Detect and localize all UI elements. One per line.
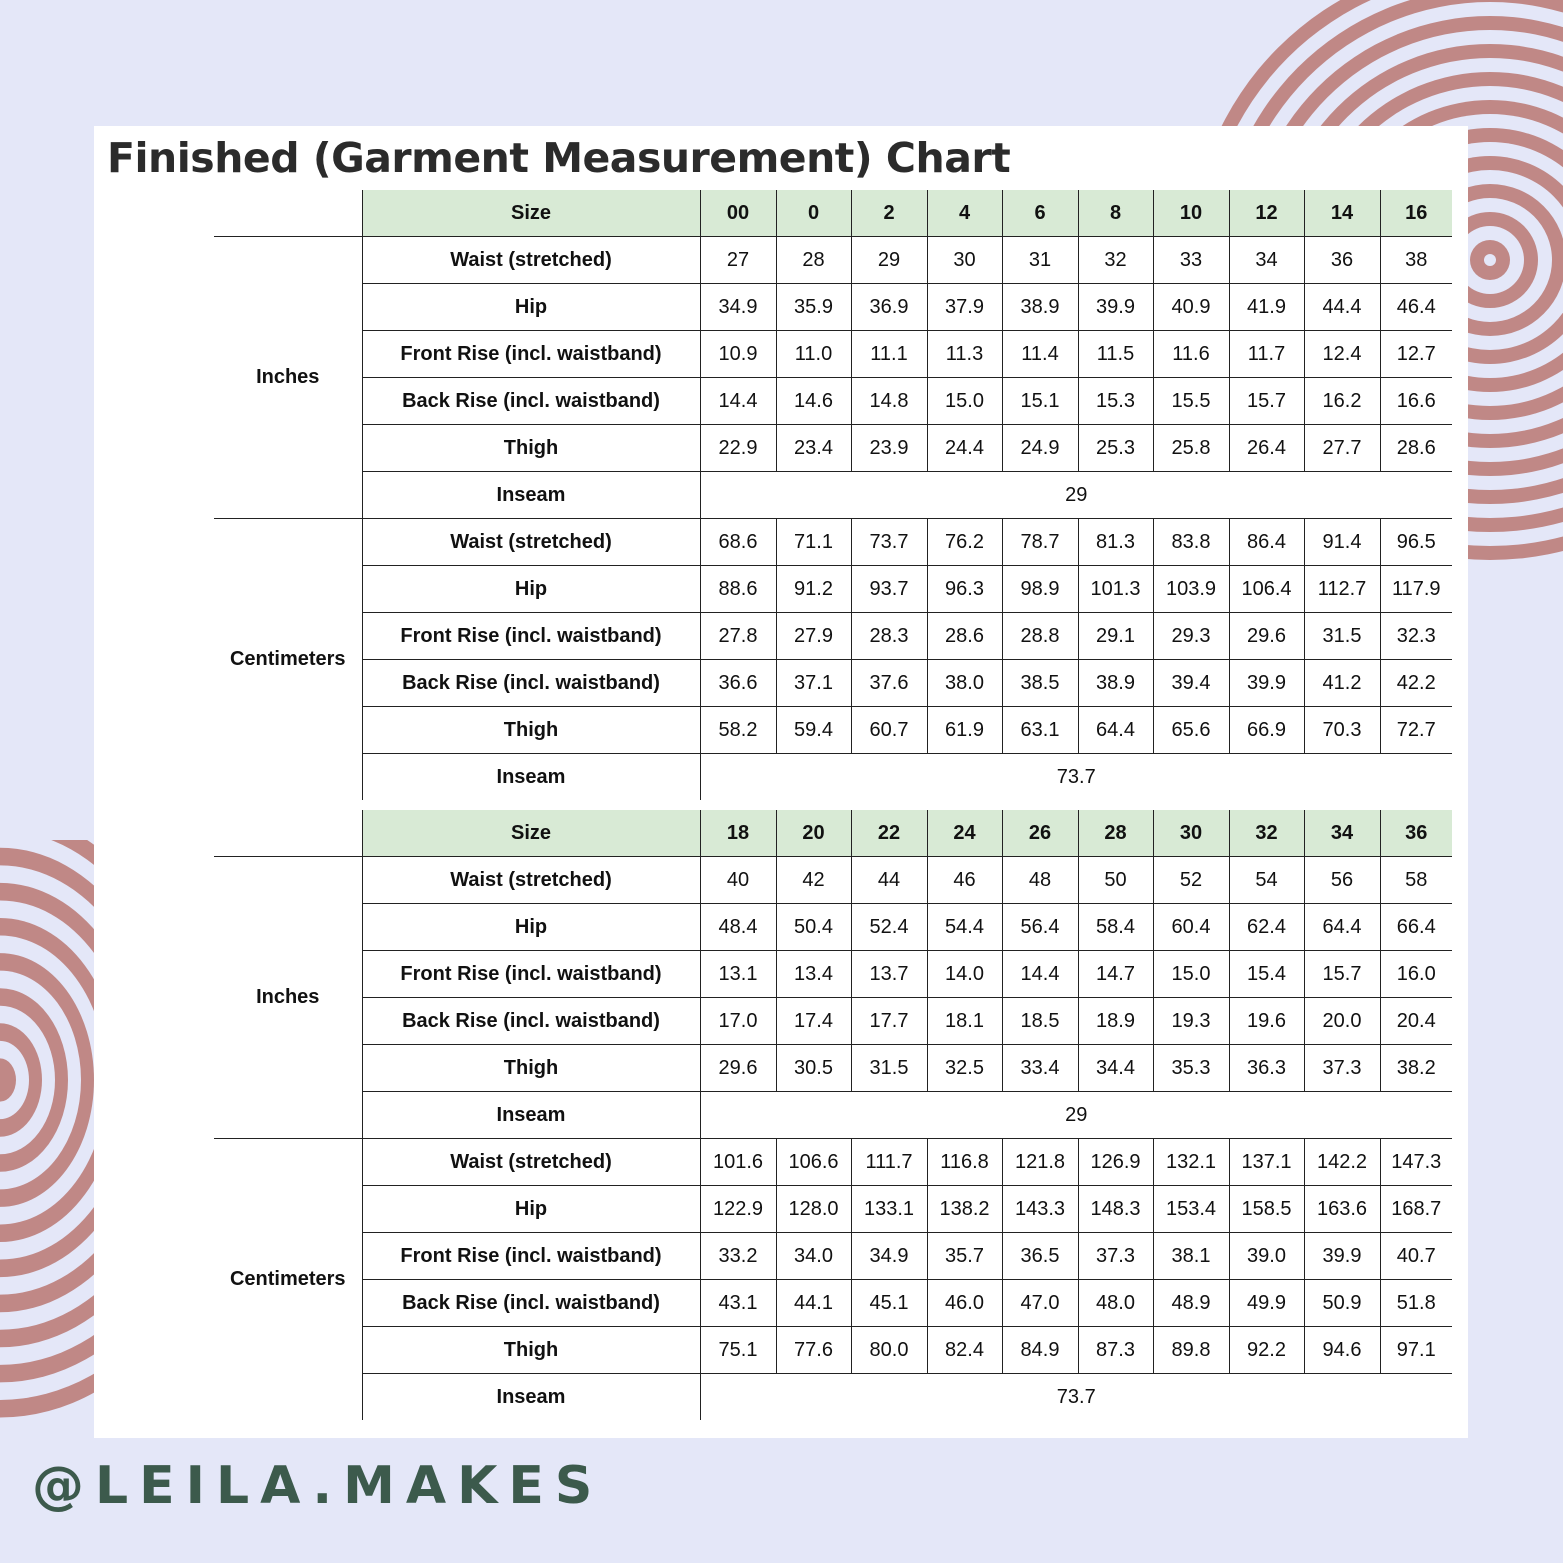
inseam-row [214, 472, 1452, 519]
measurement-value: 19.6 [1229, 998, 1304, 1045]
measurement-value: 35.7 [927, 1233, 1002, 1280]
measurement-value: 28 [776, 237, 851, 284]
measurement-value: 168.7 [1380, 1186, 1452, 1233]
measurement-value: 116.8 [927, 1139, 1002, 1186]
measurement-value: 16.0 [1380, 951, 1452, 998]
measurement-value: 34.9 [851, 1233, 927, 1280]
inseam-value: 73.7 [1056, 765, 1096, 788]
measurement-value: 30.5 [776, 1045, 851, 1092]
measurement-value: 11.7 [1229, 331, 1304, 378]
measurement-value: 32.5 [927, 1045, 1002, 1092]
measurement-value: 38 [1380, 237, 1452, 284]
measurement-value: 42.2 [1380, 660, 1452, 707]
measurement-value: 72.7 [1380, 707, 1452, 754]
measurement-value: 41.9 [1229, 284, 1304, 331]
table-row [214, 1233, 1452, 1280]
measurement-value: 91.4 [1304, 519, 1380, 566]
measurement-value: 19.3 [1153, 998, 1229, 1045]
measurement-value: 18.5 [1002, 998, 1078, 1045]
measurement-value: 46.4 [1380, 284, 1452, 331]
measurement-value: 40.7 [1380, 1233, 1452, 1280]
table-row [214, 1139, 1452, 1186]
inseam-label: Inseam [362, 754, 700, 801]
measurement-value: 38.9 [1078, 660, 1153, 707]
blank-cell [214, 190, 362, 237]
measurement-value: 66.4 [1380, 904, 1452, 951]
size-header-cell: 22 [851, 810, 927, 857]
measurement-value: 15.4 [1229, 951, 1304, 998]
measurement-value: 121.8 [1002, 1139, 1078, 1186]
measurement-value: 29.6 [700, 1045, 776, 1092]
size-header-cell: 4 [927, 190, 1002, 237]
table-row [214, 1327, 1452, 1374]
measurement-value: 39.9 [1078, 284, 1153, 331]
inseam-label: Inseam [362, 472, 700, 519]
measurement-value: 89.8 [1153, 1327, 1229, 1374]
measurement-value: 45.1 [851, 1280, 927, 1327]
measurement-value: 14.4 [700, 378, 776, 425]
measurement-value: 35.9 [776, 284, 851, 331]
measurement-value: 50.4 [776, 904, 851, 951]
measurement-value: 50.9 [1304, 1280, 1380, 1327]
size-header-cell: 26 [1002, 810, 1078, 857]
measurement-value: 68.6 [700, 519, 776, 566]
size-header-row [214, 190, 1452, 237]
measurement-value: 31.5 [1304, 613, 1380, 660]
measurement-label: Waist (stretched) [362, 1139, 700, 1186]
measurement-label: Thigh [362, 1045, 700, 1092]
measurement-value: 29 [851, 237, 927, 284]
measurement-value: 14.4 [1002, 951, 1078, 998]
size-header-cell: 24 [927, 810, 1002, 857]
measurement-value: 15.0 [927, 378, 1002, 425]
measurement-label: Front Rise (incl. waistband) [362, 331, 700, 378]
measurement-value: 158.5 [1229, 1186, 1304, 1233]
measurement-value: 103.9 [1153, 566, 1229, 613]
measurement-value: 32 [1078, 237, 1153, 284]
measurement-label: Waist (stretched) [362, 519, 700, 566]
measurement-value: 73.7 [851, 519, 927, 566]
size-header-cell: 16 [1380, 190, 1452, 237]
measurement-value: 56 [1304, 857, 1380, 904]
size-header-cell: 8 [1078, 190, 1153, 237]
measurement-value: 27.9 [776, 613, 851, 660]
table-row [214, 857, 1452, 904]
size-header-row [214, 810, 1452, 857]
measurement-label: Back Rise (incl. waistband) [362, 998, 700, 1045]
measurement-value: 20.0 [1304, 998, 1380, 1045]
measurement-value: 28.6 [1380, 425, 1452, 472]
measurement-value: 11.5 [1078, 331, 1153, 378]
measurement-value: 14.7 [1078, 951, 1153, 998]
measurement-value: 63.1 [1002, 707, 1078, 754]
measurement-value: 15.3 [1078, 378, 1153, 425]
measurement-value: 98.9 [1002, 566, 1078, 613]
measurement-value: 48 [1002, 857, 1078, 904]
size-header-cell: 6 [1002, 190, 1078, 237]
measurement-value: 23.4 [776, 425, 851, 472]
measurement-value: 34.9 [700, 284, 776, 331]
size-header-cell: 18 [700, 810, 776, 857]
measurement-value: 44.4 [1304, 284, 1380, 331]
measurement-value: 92.2 [1229, 1327, 1304, 1374]
measurement-value: 147.3 [1380, 1139, 1452, 1186]
unit-label: Centimeters [214, 519, 362, 801]
measurement-value: 31.5 [851, 1045, 927, 1092]
measurement-value: 54.4 [927, 904, 1002, 951]
measurement-value: 96.3 [927, 566, 1002, 613]
measurement-value: 101.3 [1078, 566, 1153, 613]
measurement-value: 93.7 [851, 566, 927, 613]
measurement-value: 97.1 [1380, 1327, 1452, 1374]
measurement-value: 36.3 [1229, 1045, 1304, 1092]
measurement-value: 117.9 [1380, 566, 1452, 613]
measurement-value: 15.7 [1229, 378, 1304, 425]
measurement-value: 36.6 [700, 660, 776, 707]
measurement-value: 18.1 [927, 998, 1002, 1045]
table-row [214, 519, 1452, 566]
size-header-cell: 10 [1153, 190, 1229, 237]
measurement-value: 91.2 [776, 566, 851, 613]
measurement-value: 39.9 [1304, 1233, 1380, 1280]
measurement-value: 61.9 [927, 707, 1002, 754]
measurement-value: 13.4 [776, 951, 851, 998]
measurement-value: 36 [1304, 237, 1380, 284]
measurement-value: 11.1 [851, 331, 927, 378]
table-row [214, 1045, 1452, 1092]
measurement-value: 38.1 [1153, 1233, 1229, 1280]
measurement-value: 77.6 [776, 1327, 851, 1374]
inseam-value: 29 [700, 1092, 1452, 1139]
measurement-value: 66.9 [1229, 707, 1304, 754]
measurement-value: 56.4 [1002, 904, 1078, 951]
measurement-value: 18.9 [1078, 998, 1153, 1045]
measurement-value: 10.9 [700, 331, 776, 378]
measurement-value: 34 [1229, 237, 1304, 284]
blank-cell [214, 810, 362, 857]
measurement-value: 22.9 [700, 425, 776, 472]
measurement-value: 58 [1380, 857, 1452, 904]
size-header-cell: 28 [1078, 810, 1153, 857]
size-header-cell: 00 [700, 190, 776, 237]
inseam-row [214, 1092, 1452, 1139]
measurement-label: Back Rise (incl. waistband) [362, 1280, 700, 1327]
measurement-value: 122.9 [700, 1186, 776, 1233]
measurement-value: 50 [1078, 857, 1153, 904]
measurement-value: 60.7 [851, 707, 927, 754]
inseam-row [214, 1374, 1452, 1421]
size-header-cell: 36 [1380, 810, 1452, 857]
measurement-value: 106.6 [776, 1139, 851, 1186]
measurement-value: 38.5 [1002, 660, 1078, 707]
measurement-value: 36.5 [1002, 1233, 1078, 1280]
measurement-value: 27 [700, 237, 776, 284]
inseam-value: 73.7 [1056, 1385, 1096, 1408]
measurement-value: 33.2 [700, 1233, 776, 1280]
measurement-value: 30 [927, 237, 1002, 284]
size-header-cell: 14 [1304, 190, 1380, 237]
measurement-value: 42 [776, 857, 851, 904]
measurement-value: 29.1 [1078, 613, 1153, 660]
measurement-value: 94.6 [1304, 1327, 1380, 1374]
measurement-value: 15.5 [1153, 378, 1229, 425]
size-header-cell: 32 [1229, 810, 1304, 857]
measurement-value: 29.3 [1153, 613, 1229, 660]
measurement-value: 163.6 [1304, 1186, 1380, 1233]
measurement-value: 28.6 [927, 613, 1002, 660]
measurement-value: 11.3 [927, 331, 1002, 378]
table-row [214, 566, 1452, 613]
measurement-value: 36.9 [851, 284, 927, 331]
measurement-value: 44 [851, 857, 927, 904]
measurement-value: 12.4 [1304, 331, 1380, 378]
measurement-label: Thigh [362, 425, 700, 472]
measurement-value: 65.6 [1153, 707, 1229, 754]
measurement-value: 31 [1002, 237, 1078, 284]
size-header-cell: 12 [1229, 190, 1304, 237]
measurement-value: 86.4 [1229, 519, 1304, 566]
measurement-value: 27.8 [700, 613, 776, 660]
measurement-value: 71.1 [776, 519, 851, 566]
measurement-value: 11.4 [1002, 331, 1078, 378]
table-row [214, 378, 1452, 425]
inseam-value: 29 [700, 472, 1452, 519]
measurement-label: Back Rise (incl. waistband) [362, 660, 700, 707]
measurement-value: 153.4 [1153, 1186, 1229, 1233]
measurement-value: 64.4 [1078, 707, 1153, 754]
measurement-value: 60.4 [1153, 904, 1229, 951]
measurement-value: 46 [927, 857, 1002, 904]
measurement-label: Waist (stretched) [362, 237, 700, 284]
measurement-value: 33 [1153, 237, 1229, 284]
chart-title: Finished (Garment Measurement) Chart [107, 134, 1011, 182]
inseam-row [214, 754, 1452, 801]
measurement-value: 76.2 [927, 519, 1002, 566]
size-chart-table-1 [214, 190, 1452, 800]
measurement-value: 40.9 [1153, 284, 1229, 331]
unit-label: Inches [214, 857, 362, 1139]
wood-grain-decoration-left [0, 840, 100, 1440]
measurement-value: 142.2 [1304, 1139, 1380, 1186]
measurement-value: 111.7 [851, 1139, 927, 1186]
measurement-value: 54 [1229, 857, 1304, 904]
measurement-value: 106.4 [1229, 566, 1304, 613]
measurement-value: 44.1 [776, 1280, 851, 1327]
measurement-label: Back Rise (incl. waistband) [362, 378, 700, 425]
measurement-value: 15.7 [1304, 951, 1380, 998]
measurement-value: 13.7 [851, 951, 927, 998]
measurement-value: 24.4 [927, 425, 1002, 472]
table-row [214, 237, 1452, 284]
measurement-value: 11.6 [1153, 331, 1229, 378]
measurement-label: Front Rise (incl. waistband) [362, 1233, 700, 1280]
measurement-value: 39.9 [1229, 660, 1304, 707]
measurement-value: 24.9 [1002, 425, 1078, 472]
measurement-value: 37.6 [851, 660, 927, 707]
measurement-value: 80.0 [851, 1327, 927, 1374]
measurement-value: 88.6 [700, 566, 776, 613]
measurement-value: 96.5 [1380, 519, 1452, 566]
measurement-label: Hip [362, 566, 700, 613]
measurement-value: 37.9 [927, 284, 1002, 331]
measurement-label: Front Rise (incl. waistband) [362, 951, 700, 998]
measurement-value: 41.2 [1304, 660, 1380, 707]
measurement-value: 52.4 [851, 904, 927, 951]
table-row [214, 284, 1452, 331]
measurement-value: 148.3 [1078, 1186, 1153, 1233]
size-header-label: Size [362, 810, 700, 857]
measurement-value: 27.7 [1304, 425, 1380, 472]
measurement-label: Waist (stretched) [362, 857, 700, 904]
measurement-value: 14.6 [776, 378, 851, 425]
inseam-label: Inseam [362, 1374, 700, 1421]
measurement-value: 33.4 [1002, 1045, 1078, 1092]
measurement-value: 17.4 [776, 998, 851, 1045]
size-header-cell: 2 [851, 190, 927, 237]
measurement-value: 37.1 [776, 660, 851, 707]
measurement-value: 143.3 [1002, 1186, 1078, 1233]
measurement-value: 38.2 [1380, 1045, 1452, 1092]
measurement-value: 59.4 [776, 707, 851, 754]
measurement-value: 14.8 [851, 378, 927, 425]
measurement-value: 17.7 [851, 998, 927, 1045]
measurement-value: 23.9 [851, 425, 927, 472]
size-header-label: Size [362, 190, 700, 237]
measurement-value: 39.0 [1229, 1233, 1304, 1280]
measurement-value: 17.0 [700, 998, 776, 1045]
measurement-value: 128.0 [776, 1186, 851, 1233]
measurement-value: 38.0 [927, 660, 1002, 707]
measurement-value: 62.4 [1229, 904, 1304, 951]
measurement-value: 58.4 [1078, 904, 1153, 951]
table-row [214, 660, 1452, 707]
measurement-value: 13.1 [700, 951, 776, 998]
size-header-cell: 0 [776, 190, 851, 237]
measurement-value: 26.4 [1229, 425, 1304, 472]
measurement-value: 58.2 [700, 707, 776, 754]
measurement-value: 81.3 [1078, 519, 1153, 566]
measurement-value: 34.4 [1078, 1045, 1153, 1092]
measurement-value: 101.6 [700, 1139, 776, 1186]
measurement-value: 46.0 [927, 1280, 1002, 1327]
table-row [214, 1280, 1452, 1327]
table-row [214, 707, 1452, 754]
measurement-value: 84.9 [1002, 1327, 1078, 1374]
measurement-value: 78.7 [1002, 519, 1078, 566]
size-header-cell: 34 [1304, 810, 1380, 857]
measurement-value: 75.1 [700, 1327, 776, 1374]
measurement-value: 16.2 [1304, 378, 1380, 425]
table-row [214, 904, 1452, 951]
measurement-value: 87.3 [1078, 1327, 1153, 1374]
table-row [214, 998, 1452, 1045]
measurement-label: Hip [362, 1186, 700, 1233]
measurement-value: 48.9 [1153, 1280, 1229, 1327]
measurement-value: 51.8 [1380, 1280, 1452, 1327]
table-row [214, 951, 1452, 998]
measurement-value: 14.0 [927, 951, 1002, 998]
size-header-cell: 30 [1153, 810, 1229, 857]
measurement-value: 43.1 [700, 1280, 776, 1327]
table-row [214, 425, 1452, 472]
measurement-value: 35.3 [1153, 1045, 1229, 1092]
measurement-value: 28.8 [1002, 613, 1078, 660]
measurement-value: 52 [1153, 857, 1229, 904]
measurement-value: 132.1 [1153, 1139, 1229, 1186]
measurement-value: 39.4 [1153, 660, 1229, 707]
measurement-value: 29.6 [1229, 613, 1304, 660]
measurement-value: 137.1 [1229, 1139, 1304, 1186]
size-header-cell: 20 [776, 810, 851, 857]
measurement-value: 126.9 [1078, 1139, 1153, 1186]
measurement-value: 40 [700, 857, 776, 904]
measurement-label: Thigh [362, 1327, 700, 1374]
unit-label: Centimeters [214, 1139, 362, 1421]
measurement-value: 82.4 [927, 1327, 1002, 1374]
measurement-value: 47.0 [1002, 1280, 1078, 1327]
measurement-label: Hip [362, 284, 700, 331]
measurement-value: 34.0 [776, 1233, 851, 1280]
measurement-value: 37.3 [1078, 1233, 1153, 1280]
measurement-value: 112.7 [1304, 566, 1380, 613]
measurement-value: 20.4 [1380, 998, 1452, 1045]
measurement-value: 64.4 [1304, 904, 1380, 951]
social-handle: @LEILA.MAKES [32, 1456, 604, 1516]
measurement-value: 12.7 [1380, 331, 1452, 378]
measurement-label: Front Rise (incl. waistband) [362, 613, 700, 660]
measurement-value: 25.8 [1153, 425, 1229, 472]
measurement-value: 16.6 [1380, 378, 1452, 425]
measurement-value: 28.3 [851, 613, 927, 660]
measurement-value: 83.8 [1153, 519, 1229, 566]
measurement-value: 25.3 [1078, 425, 1153, 472]
measurement-value: 32.3 [1380, 613, 1452, 660]
measurement-value: 15.0 [1153, 951, 1229, 998]
table-row [214, 331, 1452, 378]
table-row [214, 613, 1452, 660]
table-row [214, 1186, 1452, 1233]
measurement-value: 48.0 [1078, 1280, 1153, 1327]
measurement-value: 49.9 [1229, 1280, 1304, 1327]
measurement-value: 37.3 [1304, 1045, 1380, 1092]
measurement-value: 15.1 [1002, 378, 1078, 425]
measurement-value: 38.9 [1002, 284, 1078, 331]
measurement-label: Thigh [362, 707, 700, 754]
inseam-label: Inseam [362, 1092, 700, 1139]
measurement-value: 11.0 [776, 331, 851, 378]
measurement-value: 133.1 [851, 1186, 927, 1233]
size-chart-table-2 [214, 810, 1452, 1420]
measurement-value: 48.4 [700, 904, 776, 951]
measurement-label: Hip [362, 904, 700, 951]
unit-label: Inches [214, 237, 362, 519]
measurement-value: 138.2 [927, 1186, 1002, 1233]
measurement-value: 70.3 [1304, 707, 1380, 754]
